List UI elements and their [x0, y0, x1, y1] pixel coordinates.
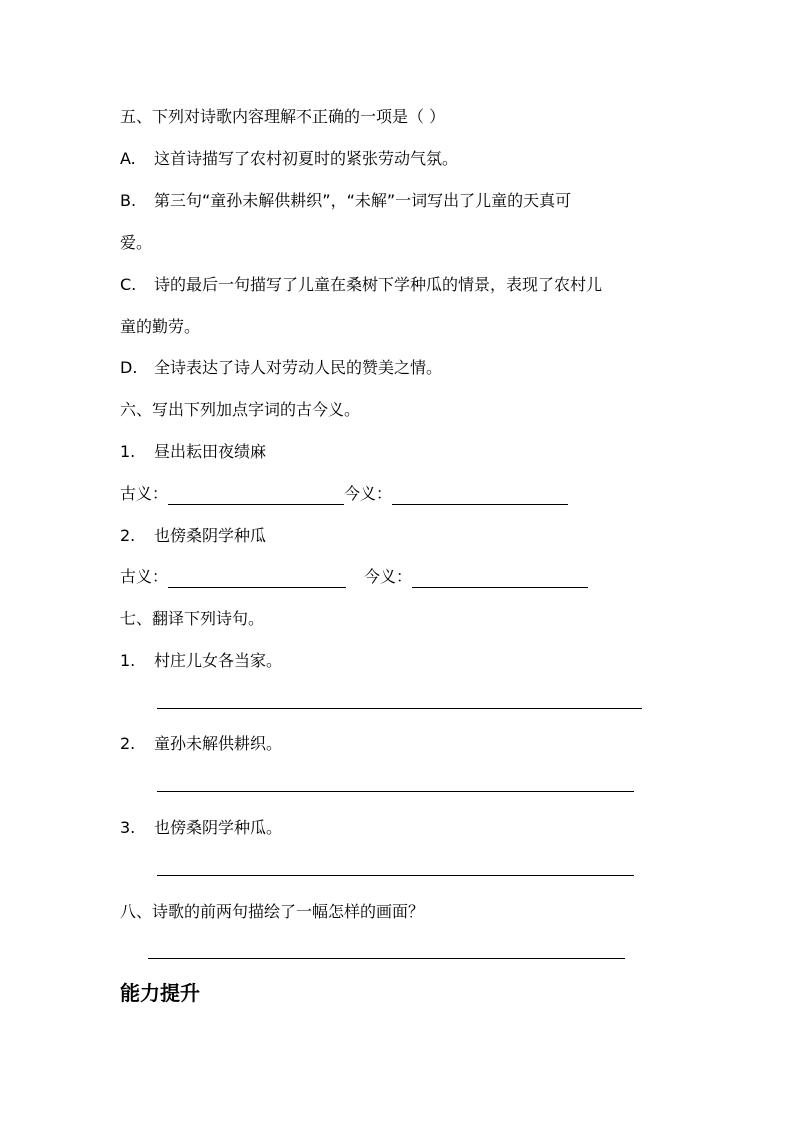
q8-answer-line[interactable]: [148, 958, 625, 959]
option-a: [120, 148, 458, 170]
q7-item-3-answer-line[interactable]: [157, 875, 634, 876]
option-c-continuation: 童的勤劳。: [120, 317, 201, 336]
option-text: 全诗表达了诗人对劳动人民的赞美之情。: [154, 358, 443, 377]
q6-item-1: [120, 441, 266, 463]
option-d: [120, 357, 442, 379]
item-text: 昼出耘田夜绩麻: [154, 442, 267, 461]
question-7-title: 七、翻译下列诗句。: [120, 609, 265, 628]
q7-item-1: [120, 650, 282, 672]
item-text: 也傍桑阴学种瓜: [154, 526, 267, 545]
question-8-title: 八、诗歌的前两句描绘了一幅怎样的画面？: [120, 902, 425, 921]
gu-answer-blank[interactable]: [168, 488, 344, 505]
option-label: B.: [120, 191, 137, 210]
gu-label: 古义：: [120, 567, 169, 586]
gu-label: 古义：: [120, 484, 169, 503]
q7-item-2-answer-line[interactable]: [157, 791, 634, 792]
q6-item-2: [120, 525, 266, 547]
jin-answer-blank[interactable]: [392, 488, 568, 505]
jin-answer-blank[interactable]: [412, 571, 588, 588]
option-label: A.: [120, 149, 136, 168]
item-text: 村庄儿女各当家。: [154, 651, 283, 670]
option-text: 诗的最后一句描写了儿童在桑树下学种瓜的情景，表现了农村儿: [154, 275, 603, 294]
q6-item-1-answer: [120, 483, 568, 505]
item-number: 1.: [120, 442, 136, 461]
item-text: 童孙未解供耕织。: [154, 734, 283, 753]
item-text: 也傍桑阴学种瓜。: [154, 818, 283, 837]
q7-item-2: [120, 733, 282, 755]
option-c: [120, 274, 602, 296]
option-label: C.: [120, 275, 137, 294]
q7-item-1-answer-line[interactable]: [157, 708, 642, 709]
section-heading: 能力提升: [120, 981, 200, 1005]
question-5-title: 五、下列对诗歌内容理解不正确的一项是（ ）: [120, 107, 446, 126]
gu-answer-blank[interactable]: [168, 571, 346, 588]
item-number: 2.: [120, 734, 136, 753]
question-6-title: 六、写出下列加点字词的古今义。: [120, 400, 361, 419]
option-text: 这首诗描写了农村初夏时的紧张劳动气氛。: [154, 149, 459, 168]
jin-label: 今义：: [344, 484, 393, 503]
option-b-continuation: 爱。: [120, 233, 153, 252]
item-number: 3.: [120, 818, 136, 837]
option-text: 第三句“童孙未解供耕织”，“未解”一词写出了儿童的天真可: [154, 191, 572, 210]
option-b: [120, 190, 571, 212]
q6-item-2-answer: [120, 566, 588, 588]
option-label: D.: [120, 358, 138, 377]
q7-item-3: [120, 817, 282, 839]
jin-label: 今义：: [364, 567, 413, 586]
item-number: 2.: [120, 526, 136, 545]
item-number: 1.: [120, 651, 136, 670]
